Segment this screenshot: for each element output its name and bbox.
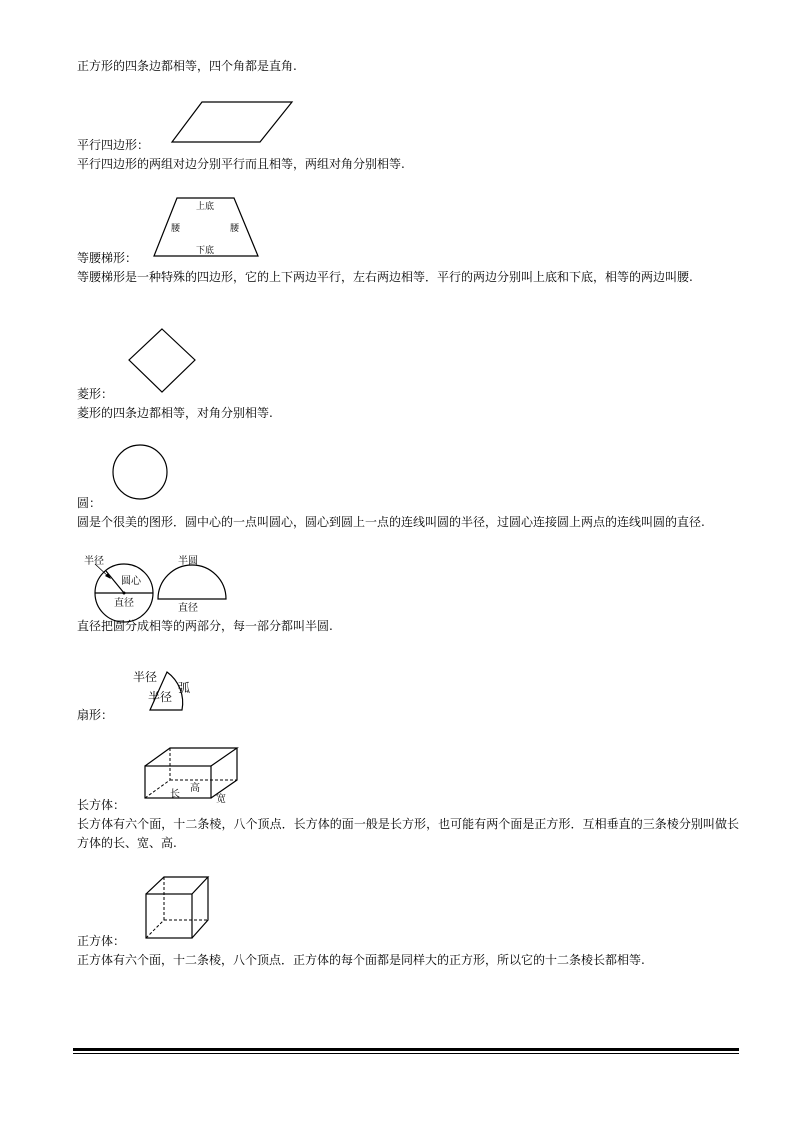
cuboid-figure [140,746,244,804]
trapezoid-top-label: 上底 [196,202,215,212]
trapezoid-description: 等腰梯形是一种特殊的四边形，它的上下两边平行，左右两边相等．平行的两边分别叫上底和下底，相等的两边叫腰. [77,270,693,284]
cube-title: 正方体： [77,934,126,948]
trapezoid-title: 等腰梯形： [77,251,138,265]
parallelogram-description: 平行四边形的两组对边分别平行而且相等，两组对角分别相等. [77,157,405,171]
trapezoid-right-leg-label: 腰 [230,224,240,234]
footer-rule-thin [73,1053,739,1054]
parallelogram-figure [170,100,296,146]
circle-parts-figure [78,553,154,627]
parallelogram-title: 平行四边形： [77,138,150,152]
circle-title: 圆： [77,496,102,510]
cuboid-length-label: 长 [170,789,180,800]
radius-label: 半径 [84,556,104,567]
sector-arc-label: 弧 [178,681,191,695]
diameter-label: 直径 [114,598,134,609]
semicircle-diameter-label: 直径 [178,603,198,614]
cube-figure [142,874,212,942]
cuboid-description: 长方体有六个面，十二条棱，八个顶点．长方体的面一般是长方形，也可能有两个面是正方形．互相垂直的三条棱分别叫做长方体的长、宽、高. [77,817,739,850]
isosceles-trapezoid-figure [152,196,262,258]
rhombus-title: 菱形： [77,387,114,401]
trapezoid-bottom-label: 下底 [196,246,215,256]
cuboid-height-label: 高 [190,783,200,794]
circle-description: 圆是个很美的图形．圆中心的一点叫圆心，圆心到圆上一点的连线叫圆的半径，过圆心连接圆上两点的连线叫圆的直径. [77,515,705,529]
rhombus-description: 菱形的四条边都相等，对角分别相等. [77,406,273,420]
sector-radius-label: 半径 [133,670,158,684]
cuboid-width-label: 宽 [216,794,226,805]
cube-description: 正方体有六个面，十二条棱，八个顶点．正方体的每个面都是同样大的正方形，所以它的十二条棱长都相等. [77,953,645,967]
circle-figure [111,444,169,502]
sector-figure [130,666,200,718]
footer-rule-thick [73,1048,739,1051]
sector-title: 扇形： [77,708,114,722]
trapezoid-left-leg-label: 腰 [171,224,181,234]
semicircle-figure [150,553,234,615]
square-description: 正方形的四条边都相等，四个角都是直角. [77,59,297,73]
center-label: 圆心 [121,576,141,587]
semicircle-label: 半圆 [178,556,198,567]
sector-inner-radius-label: 半径 [148,690,173,704]
rhombus-figure [128,328,196,394]
cuboid-title: 长方体： [77,798,126,812]
semicircle-description: 直径把圆分成相等的两部分，每一部分都叫半圆. [77,619,333,633]
